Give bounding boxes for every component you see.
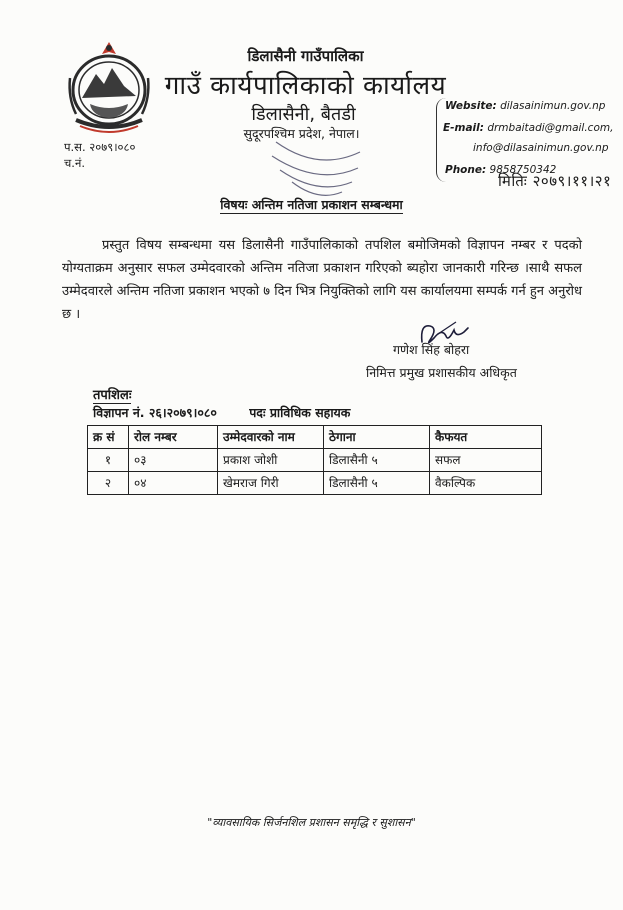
website-label: Website: bbox=[445, 100, 497, 112]
website-line bbox=[445, 100, 605, 112]
cell-candidate-name: खेमराज गिरी bbox=[218, 472, 324, 495]
cell-roll-number: ०४ bbox=[129, 472, 218, 495]
email-value[interactable]: drmbaitadi@gmail.com, bbox=[487, 122, 614, 134]
cell-roll-number: ०३ bbox=[129, 449, 218, 472]
cell-candidate-name: प्रकाश जोशी bbox=[218, 449, 324, 472]
cell-serial: २ bbox=[88, 472, 129, 495]
col-address: ठेगाना bbox=[324, 426, 430, 449]
results-table bbox=[87, 425, 542, 495]
table-header-row bbox=[88, 426, 542, 449]
signer-name: गणेश सिंह बोहरा bbox=[393, 342, 470, 357]
office-place: डिलासैनी, बैतडी bbox=[251, 104, 356, 125]
phone-value: 9858750342 bbox=[489, 164, 557, 176]
cell-serial: १ bbox=[88, 449, 129, 472]
office-seal-stamp-icon bbox=[262, 112, 374, 204]
website-value[interactable]: dilasainimun.gov.np bbox=[500, 100, 606, 112]
contact-block bbox=[436, 98, 623, 182]
details-label bbox=[93, 385, 131, 403]
table-row bbox=[88, 472, 542, 495]
table-row bbox=[88, 449, 542, 472]
letter-body: प्रस्तुत विषय सम्बन्धमा यस डिलासैनी गाउँपालिकाको तपशिल बमोजिमको विज्ञापन नम्बर र पदको योग्यताक्रम अनुसार सफल उम्मेदवारको अन्तिम नतिजा प्रकाशन गरिएको ब्यहोरा जानकारी गरिन्छ ।साथै सफल उम्मेदवारले अन्तिम नतिजा प्रकाशन भएको ७ दिन भित्र नियुक्तिको लागि यस कार्यालयमा सम्पर्क गर्न हुन अनुरोध छ । bbox=[62, 238, 582, 322]
cell-remarks: सफल bbox=[430, 449, 542, 472]
cell-address: डिलासैनी ५ bbox=[324, 472, 430, 495]
office-name-big: गाउँ कार्यपालिकाको कार्यालय bbox=[164, 71, 447, 101]
post-name: पदः प्राविधिक सहायक bbox=[249, 405, 351, 420]
col-serial: क्र सं bbox=[88, 426, 129, 449]
reference-ps: प.स. २०७९।०८० bbox=[64, 140, 136, 154]
vacancy-number: विज्ञापन नं. २६।२०७९।०८० bbox=[93, 405, 217, 420]
email-value-2[interactable]: info@dilasainimun.gov.np bbox=[473, 142, 609, 154]
details-label-text: तपशिलः bbox=[93, 388, 132, 403]
email-label: E-mail: bbox=[443, 122, 484, 134]
phone-label: Phone: bbox=[445, 164, 487, 176]
letter-date: मितिः २०७९।११।२१ bbox=[498, 172, 612, 190]
letter-subject bbox=[0, 196, 623, 213]
vacancy-line bbox=[93, 404, 350, 421]
email-line bbox=[443, 122, 613, 134]
office-province: सुदूरपश्चिम प्रदेश, नेपाल। bbox=[243, 126, 360, 141]
col-roll-number: रोल नम्बर bbox=[129, 426, 218, 449]
reference-chn: च.नं. bbox=[64, 156, 85, 170]
cell-remarks: वैकल्पिक bbox=[430, 472, 542, 495]
footer-motto: "व्यावसायिक सिर्जनशिल प्रशासन समृद्धि र सुशासन" bbox=[207, 816, 416, 829]
col-remarks: कैफयत bbox=[430, 426, 542, 449]
cell-address: डिलासैनी ५ bbox=[324, 449, 430, 472]
letter-subject-text: विषयः अन्तिम नतिजा प्रकाशन सम्बन्धमा bbox=[220, 197, 403, 212]
col-candidate-name: उम्मेदवारको नाम bbox=[218, 426, 324, 449]
office-name-small: डिलासैनी गाउँपालिका bbox=[247, 47, 364, 65]
signer-role: निमित्त प्रमुख प्रशासकीय अधिकृत bbox=[366, 365, 517, 380]
